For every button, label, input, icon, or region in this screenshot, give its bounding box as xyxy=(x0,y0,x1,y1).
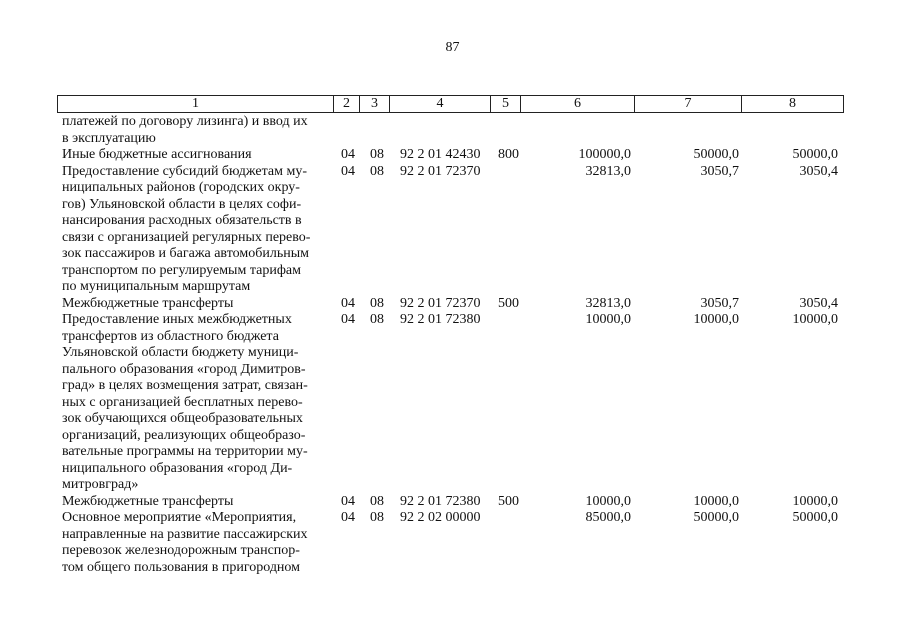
target-article-code: 92 2 01 72370 xyxy=(400,163,481,179)
column-header-8: 8 xyxy=(742,96,844,113)
column-header-3: 3 xyxy=(360,96,390,113)
subsection-code: 08 xyxy=(370,510,384,525)
amount-col-6: 10000,0 xyxy=(585,493,631,509)
description-line: зок пассажиров и багажа автомобильным xyxy=(62,246,309,261)
column-header-6: 6 xyxy=(521,96,635,113)
section-code: 04 xyxy=(341,147,355,162)
row-description xyxy=(62,312,329,494)
description-line: Основное мероприятие «Мероприятия, xyxy=(62,510,297,525)
amount-col-6: 32813,0 xyxy=(585,163,631,179)
description-line: связи с организацией регулярных перево- xyxy=(62,229,311,245)
expense-type-code: 500 xyxy=(498,493,519,509)
description-line: направленные на развитие пассажирских xyxy=(62,526,308,542)
description-line: Межбюджетные трансферты xyxy=(62,493,234,509)
subsection-code: 08 xyxy=(370,312,384,327)
description-line: зок обучающихся общеобразовательных xyxy=(62,411,303,426)
amount-col-8: 50000,0 xyxy=(792,510,838,525)
column-header-1: 1 xyxy=(58,96,334,113)
target-article-code: 92 2 01 42430 xyxy=(400,147,481,162)
amount-col-7: 50000,0 xyxy=(693,510,739,525)
row-description xyxy=(62,510,329,576)
description-line: вательные программы на территории му- xyxy=(62,444,308,459)
column-header-5: 5 xyxy=(491,96,521,113)
section-code: 04 xyxy=(341,295,355,311)
description-line: ниципальных районов (городских окру- xyxy=(62,180,300,195)
subsection-code: 08 xyxy=(370,295,384,311)
page-number: 87 xyxy=(445,40,460,55)
row-description xyxy=(62,494,329,511)
section-code: 04 xyxy=(341,312,355,327)
column-header-2: 2 xyxy=(334,96,360,113)
description-line: нансирования расходных обязательств в xyxy=(62,213,302,228)
amount-col-8: 10000,0 xyxy=(792,312,838,327)
column-header-4: 4 xyxy=(390,96,491,113)
amount-col-8: 3050,4 xyxy=(799,163,838,179)
subsection-code: 08 xyxy=(370,493,384,509)
description-line: организаций, реализующих общеобразо- xyxy=(62,427,306,443)
column-header-7: 7 xyxy=(635,96,742,113)
amount-col-7: 10000,0 xyxy=(693,312,739,327)
row-description xyxy=(62,296,329,313)
description-line: по муниципальным маршрутам xyxy=(62,279,251,294)
amount-col-6: 10000,0 xyxy=(585,312,631,327)
target-article-code: 92 2 01 72380 xyxy=(400,493,481,509)
amount-col-8: 3050,4 xyxy=(799,295,838,311)
row-description xyxy=(62,164,329,296)
subsection-code: 08 xyxy=(370,163,384,179)
description-line: Ульяновской области бюджету муници- xyxy=(62,345,299,360)
expense-type-code: 500 xyxy=(498,295,519,311)
description-line: Иные бюджетные ассигнования xyxy=(62,147,252,162)
amount-col-8: 10000,0 xyxy=(792,493,838,509)
section-code: 04 xyxy=(341,493,355,509)
amount-col-7: 3050,7 xyxy=(700,163,739,179)
target-article-code: 92 2 01 72380 xyxy=(400,312,481,327)
description-line: транспортом по регулируемым тарифам xyxy=(62,262,301,278)
amount-col-7: 3050,7 xyxy=(700,295,739,311)
amount-col-7: 50000,0 xyxy=(693,147,739,162)
target-article-code: 92 2 01 72370 xyxy=(400,295,481,311)
description-line: перевозок железнодорожным транспор- xyxy=(62,543,300,558)
description-line: Предоставление иных межбюджетных xyxy=(62,312,292,327)
description-line: гов) Ульяновской области в целях софи- xyxy=(62,196,302,212)
amount-col-6: 100000,0 xyxy=(578,147,631,162)
description-line: митровград» xyxy=(62,477,139,492)
expense-type-code: 800 xyxy=(498,147,519,162)
target-article-code: 92 2 02 00000 xyxy=(400,510,481,525)
amount-col-6: 32813,0 xyxy=(585,295,631,311)
row-description xyxy=(62,114,329,147)
section-code: 04 xyxy=(341,163,355,179)
column-header-row xyxy=(57,95,844,113)
description-line: ных с организацией бесплатных перево- xyxy=(62,394,303,410)
amount-col-8: 50000,0 xyxy=(792,147,838,162)
description-line: Предоставление субсидий бюджетам му- xyxy=(62,163,308,179)
description-line: платежей по договору лизинга) и ввод их xyxy=(62,114,308,129)
description-line: трансфертов из областного бюджета xyxy=(62,328,279,344)
description-line: ниципального образования «город Ди- xyxy=(62,460,293,476)
description-line: Межбюджетные трансферты xyxy=(62,295,234,311)
description-line: град» в целях возмещения затрат, связан- xyxy=(62,378,308,393)
amount-col-6: 85000,0 xyxy=(585,510,631,525)
section-code: 04 xyxy=(341,510,355,525)
description-line: в эксплуатацию xyxy=(62,130,156,146)
description-line: том общего пользования в пригородном xyxy=(62,559,301,575)
amount-col-7: 10000,0 xyxy=(693,493,739,509)
subsection-code: 08 xyxy=(370,147,384,162)
row-description xyxy=(62,147,329,164)
description-line: пального образования «город Димитров- xyxy=(62,361,306,377)
